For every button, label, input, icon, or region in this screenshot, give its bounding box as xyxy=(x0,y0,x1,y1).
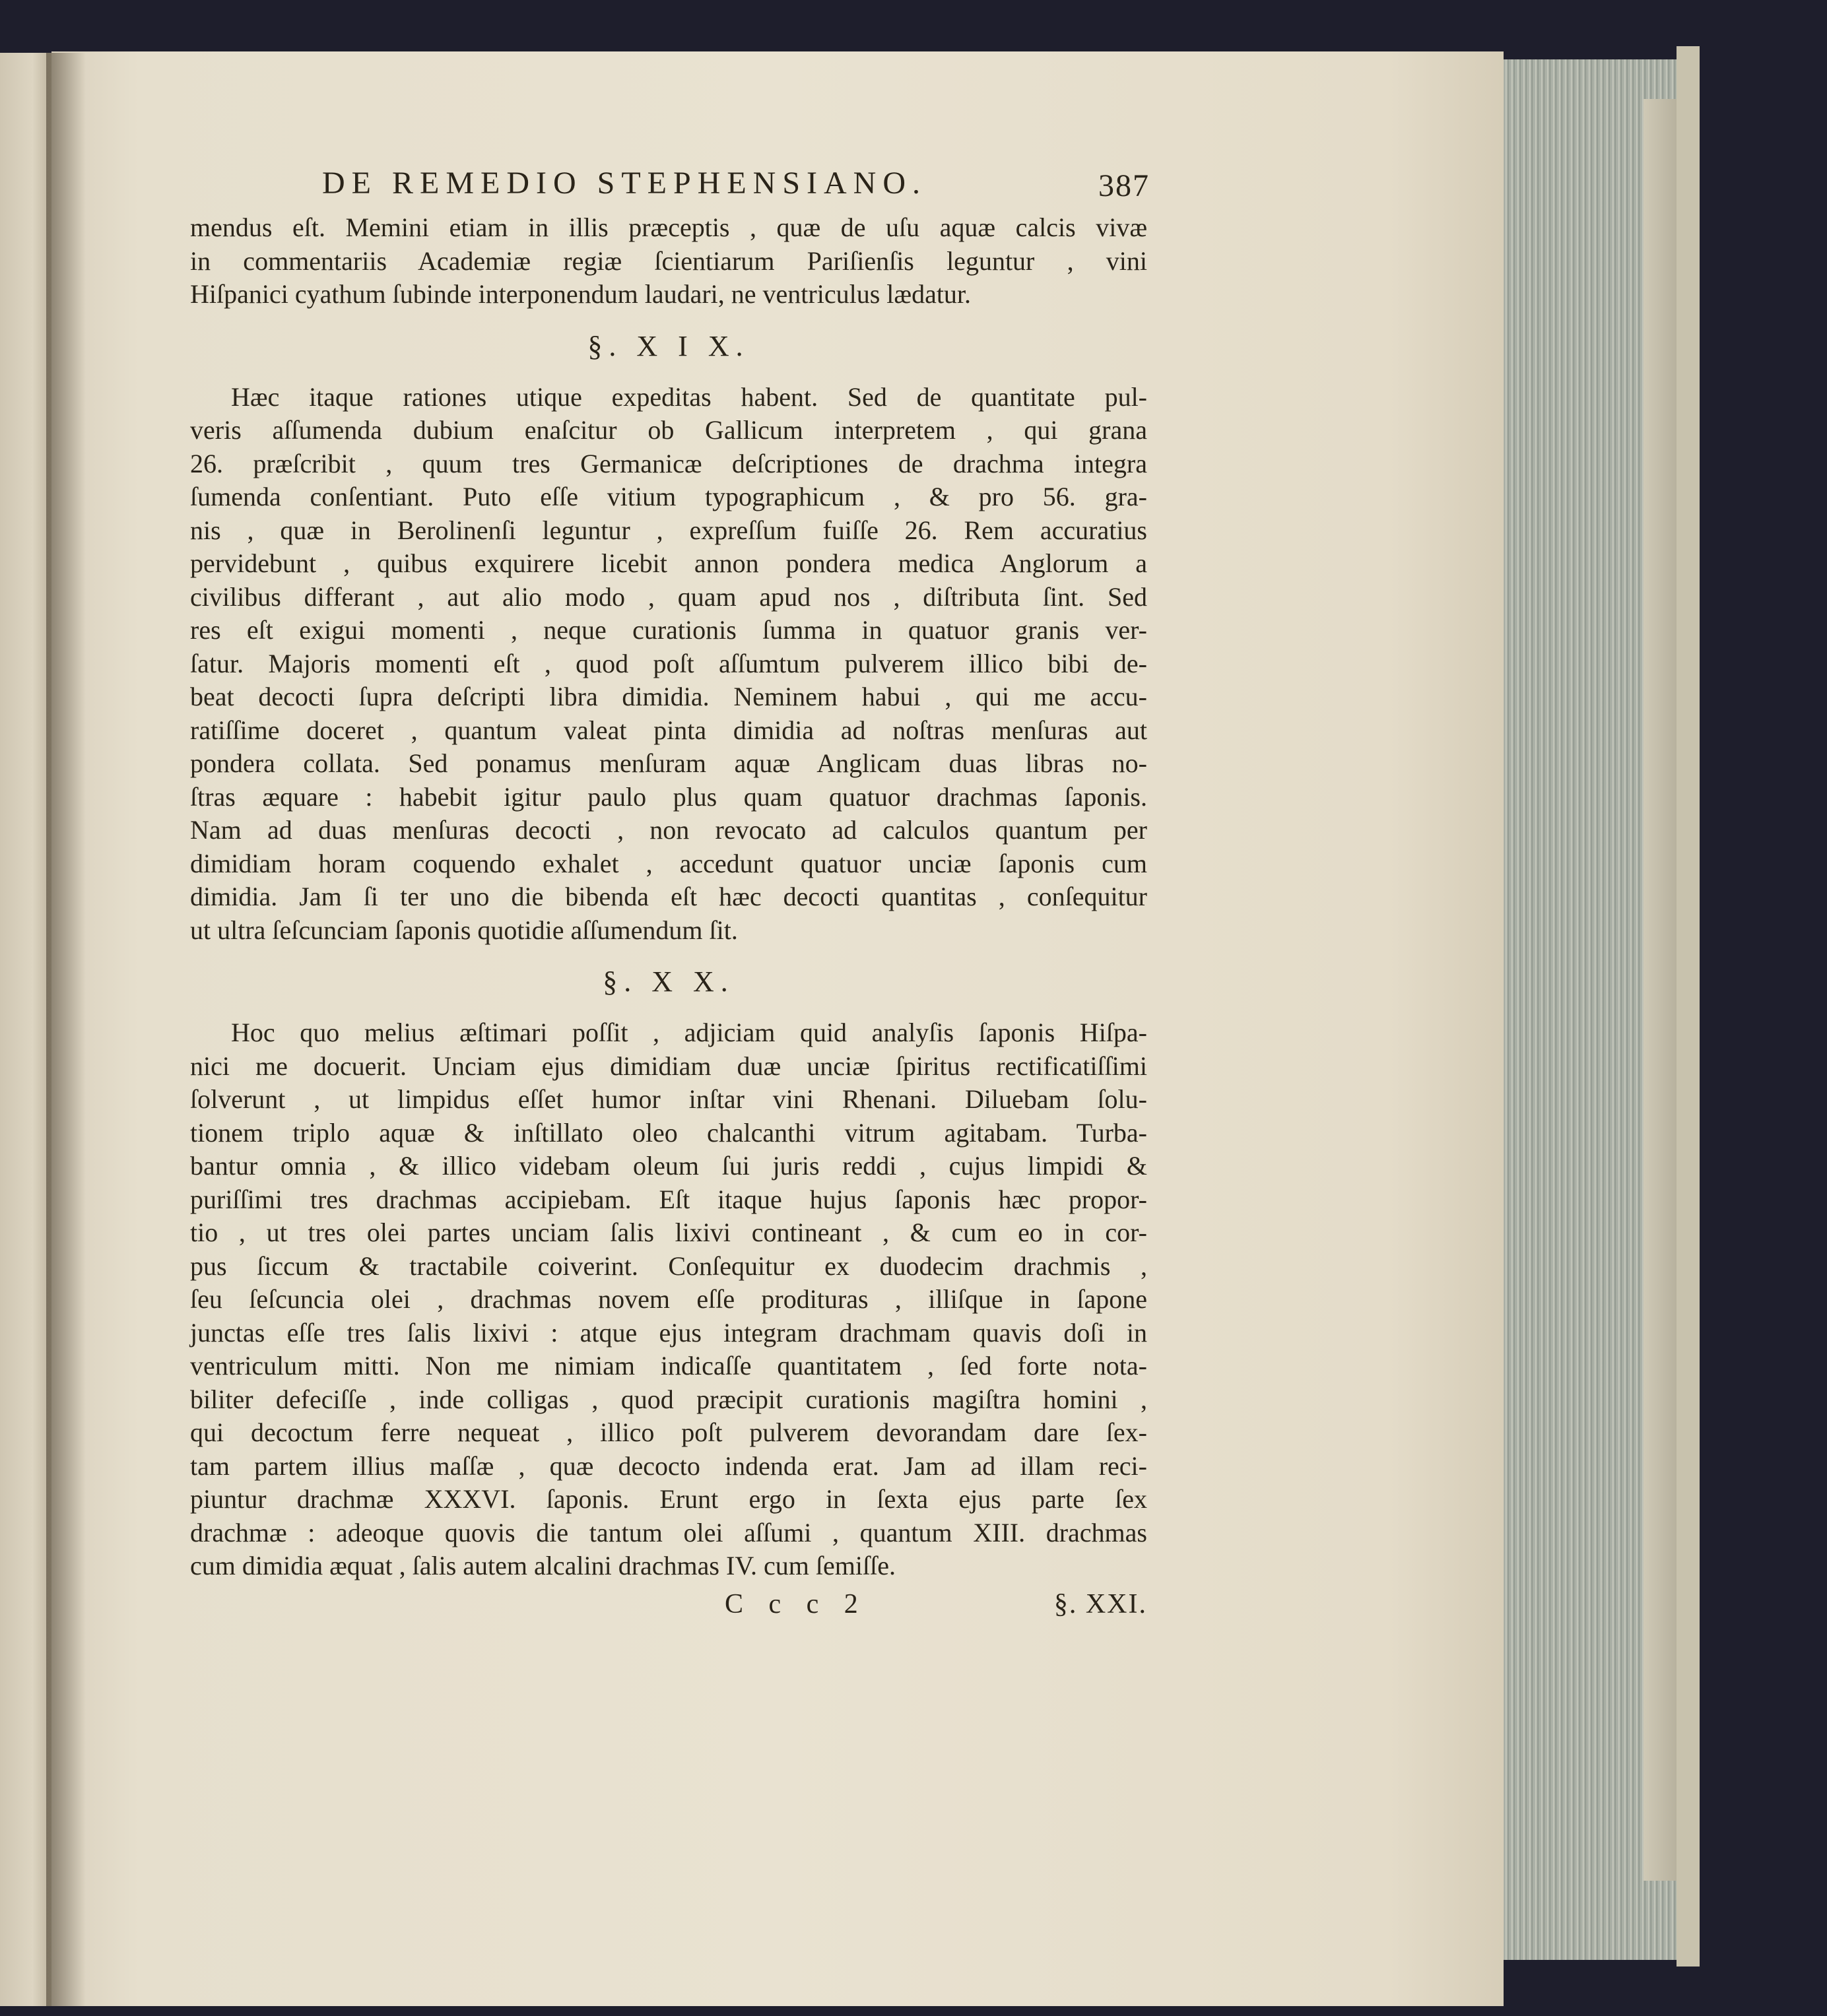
text-line: nici me docuerit. Unciam ejus dimidiam duæ unciæ ſpiritus rectificatiſſimi xyxy=(190,1051,1147,1081)
signature-mark: C c c 2 xyxy=(725,1588,867,1619)
text-line: dimidia. Jam ſi ter uno die bibenda eſt hæc decocti quantitas , conſequitur xyxy=(190,882,1147,911)
text-line: ſeu ſeſcuncia olei , drachmas novem eſſe prodituras , illiſque in ſapone xyxy=(190,1284,1147,1314)
text-line: beat decocti ſupra deſcripti libra dimidia. Neminem habui , qui me accu- xyxy=(190,682,1147,711)
catchword: §. XXI. xyxy=(1053,1588,1147,1619)
text-line: cum dimidia æquat , ſalis autem alcalini drachmas IV. cum ſemiſſe. xyxy=(190,1551,896,1580)
text-line: biliter defeciſſe , inde colligas , quod præcipit curationis magiſtra homini , xyxy=(190,1384,1147,1414)
text-line: bantur omnia , & illico videbam oleum ſui juris reddi , cujus limpidi & xyxy=(190,1151,1147,1181)
text-line: pervidebunt , quibus exquirere licebit annon pondera medica Anglorum a xyxy=(190,548,1147,578)
running-head xyxy=(322,165,1150,211)
text-line: Hiſpanici cyathum ſubinde interponendum laudari, ne ventriculus lædatur. xyxy=(190,279,972,309)
text-line: ſolverunt , ut limpidus eſſet humor inſtar vini Rhenani. Diluebam ſolu- xyxy=(190,1084,1147,1114)
text-line: drachmæ : adeoque quovis die tantum olei aſſumi , quantum XIII. drachmas xyxy=(190,1517,1147,1547)
text-line: nis , quæ in Berolinenſi leguntur , expreſſum fuiſſe 26. Rem accuratius xyxy=(190,515,1147,545)
text-line: veris aſſumenda dubium enaſcitur ob Gallicum interpretem , qui grana xyxy=(190,415,1147,445)
text-line: tionem triplo aquæ & inſtillato oleo chalcanthi vitrum agitabam. Turba- xyxy=(190,1117,1147,1148)
text-line: ratiſſime doceret , quantum valeat pinta dimidia ad noſtras menſuras aut xyxy=(190,715,1147,745)
text-line: mendus eſt. Memini etiam in illis præceptis , quæ de uſu aquæ calcis vivæ xyxy=(190,212,1147,242)
section-heading-20: §. X X. xyxy=(603,965,735,998)
text-line: Hoc quo melius æſtimari poſſit , adjiciam quid analyſis ſaponis Hiſpa- xyxy=(231,1018,1147,1047)
text-line: puriſſimi tres drachmas accipiebam. Eſt itaque hujus ſaponis hæc propor- xyxy=(190,1184,1147,1214)
text-line: ſatur. Majoris momenti eſt , quod poſt aſſumtum pulverem illico bibi de- xyxy=(190,648,1147,678)
text-line: tio , ut tres olei partes unciam ſalis lixivi contineant , & cum eo in cor- xyxy=(190,1218,1147,1247)
text-line: Nam ad duas menſuras decocti , non revocato ad calculos quantum per xyxy=(190,815,1147,845)
section-20-paragraph xyxy=(190,1016,1147,1583)
opening-paragraph xyxy=(190,211,1147,311)
page-number: 387 xyxy=(1098,168,1150,203)
gutter-shadow xyxy=(46,53,86,2006)
text-line: ventriculum mitti. Non me nimiam indicaſſe quantitatem , ſed forte nota- xyxy=(190,1351,1147,1381)
text-line: junctas eſſe tres ſalis lixivi : atque ejus integram drachmam quavis doſi in xyxy=(190,1317,1147,1348)
text-line: ſtras æquare : habebit igitur paulo plus quam quatuor drachmas ſaponis. xyxy=(190,781,1147,812)
text-line: tam partem illius maſſæ , quæ decocto indenda erat. Jam ad illam reci- xyxy=(190,1450,1147,1481)
text-line: qui decoctum ferre nequeat , illico poſt pulverem devorandam dare ſex- xyxy=(190,1417,1147,1447)
text-line: ut ultra ſeſcunciam ſaponis quotidie aſſumendum ſit. xyxy=(190,915,738,945)
text-line: res eſt exigui momenti , neque curationis ſumma in quatuor granis ver- xyxy=(190,615,1147,645)
running-title: DE REMEDIO STEPHENSIANO. xyxy=(322,166,927,201)
cover-board-edge xyxy=(1677,46,1700,1967)
section-heading-19: §. X I X. xyxy=(587,329,750,362)
text-line: 26. præſcribit , quum tres Germanicæ deſcriptiones de drachma integra xyxy=(190,448,1147,478)
text-line: in commentariis Academiæ regiæ ſcientiarum Pariſienſis leguntur , vini xyxy=(190,245,1147,276)
text-line: Hæc itaque rationes utique expeditas habent. Sed de quantitate pul- xyxy=(231,381,1147,412)
page-footer xyxy=(190,1583,1147,1623)
text-block xyxy=(190,165,1150,1623)
section-19-paragraph xyxy=(190,381,1147,948)
text-line: dimidiam horam coquendo exhalet , accedunt quatuor unciæ ſaponis cum xyxy=(190,848,1147,878)
text-line: piuntur drachmæ XXXVI. ſaponis. Erunt ergo in ſexta ejus parte ſex xyxy=(190,1484,1147,1514)
text-line: pus ſiccum & tractabile coiverint. Conſequitur ex duodecim drachmis , xyxy=(190,1251,1147,1281)
text-line: ſumenda conſentiant. Puto eſſe vitium typographicum , & pro 56. gra- xyxy=(190,482,1147,511)
text-line: civilibus differant , aut alio modo , quam apud nos , diſtributa ſint. Sed xyxy=(190,581,1147,612)
text-line: pondera collata. Sed ponamus menſuram aquæ Anglicam duas libras no- xyxy=(190,748,1147,778)
